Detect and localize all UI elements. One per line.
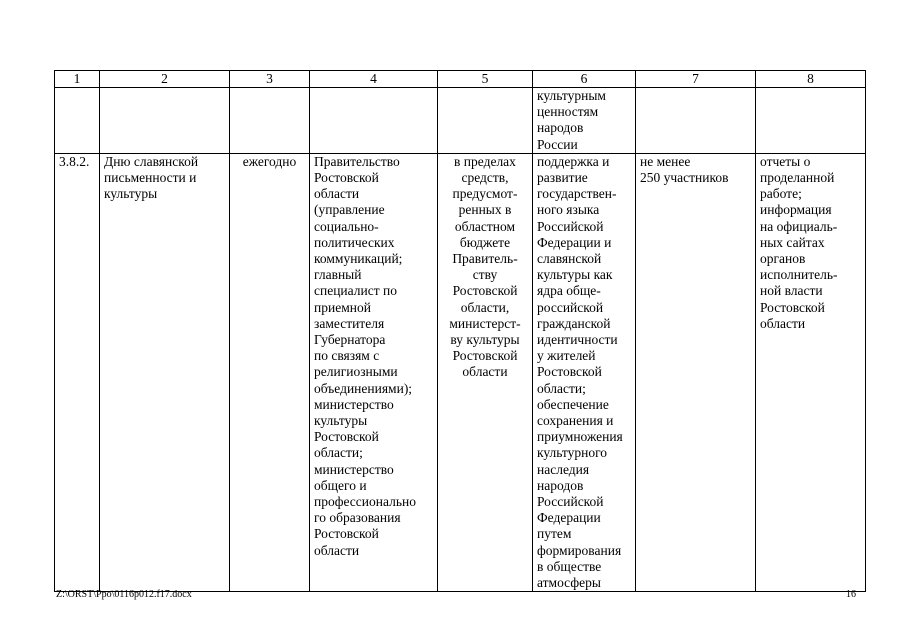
table-header-row: [55, 71, 866, 88]
table-cell: [55, 88, 100, 154]
table-cell: [438, 88, 533, 154]
footer-file-path: Z:\ORST\Ppo\0116p012.f17.docx: [56, 589, 192, 600]
goal-cell: поддержка и развитие государствен- ного языка Российской Федерации и славянской культуры как ядра обще- российской гражданской идентичности у жителей Ростовской области; обеспечение сохранения и приумножения культурного наследия народов Российской Федерации путем формирования в обществе атмосферы: [533, 153, 636, 591]
funding-cell: в пределах средств, предусмот- ренных в областном бюджете Правитель- ству Ростовской области, министерст- ву культуры Ростовской области: [438, 153, 533, 591]
header-cell: 2: [100, 71, 230, 88]
table-cell: [310, 88, 438, 154]
schedule-cell: ежегодно: [230, 153, 310, 591]
table-row: [55, 88, 866, 154]
header-cell: 4: [310, 71, 438, 88]
header-cell: 8: [756, 71, 866, 88]
item-number-cell: 3.8.2.: [55, 153, 100, 591]
table-cell: культурным ценностям народов России: [533, 88, 636, 154]
document-table: [54, 70, 866, 592]
table-cell: [636, 88, 756, 154]
header-cell: 1: [55, 71, 100, 88]
header-cell: 7: [636, 71, 756, 88]
footer-page-number: 16: [846, 589, 856, 600]
header-cell: 6: [533, 71, 636, 88]
indicator-cell: не менее 250 участников: [636, 153, 756, 591]
header-cell: 3: [230, 71, 310, 88]
responsible-cell: Правительство Ростовской области (управление социально- политических коммуникаций; главный специалист по приемной заместителя Губернатора по связям с религиозными объединениями); министерство культуры Ростовской области; министерство общего и профессионально го образования Ростовской области: [310, 153, 438, 591]
table-cell: [100, 88, 230, 154]
table-row: [55, 153, 866, 591]
table-cell: [230, 88, 310, 154]
table-cell: [756, 88, 866, 154]
header-cell: 5: [438, 71, 533, 88]
reporting-cell: отчеты о проделанной работе; информация на официаль- ных сайтах органов исполнитель- ной власти Ростовской области: [756, 153, 866, 591]
event-name-cell: Дню славянской письменности и культуры: [100, 153, 230, 591]
